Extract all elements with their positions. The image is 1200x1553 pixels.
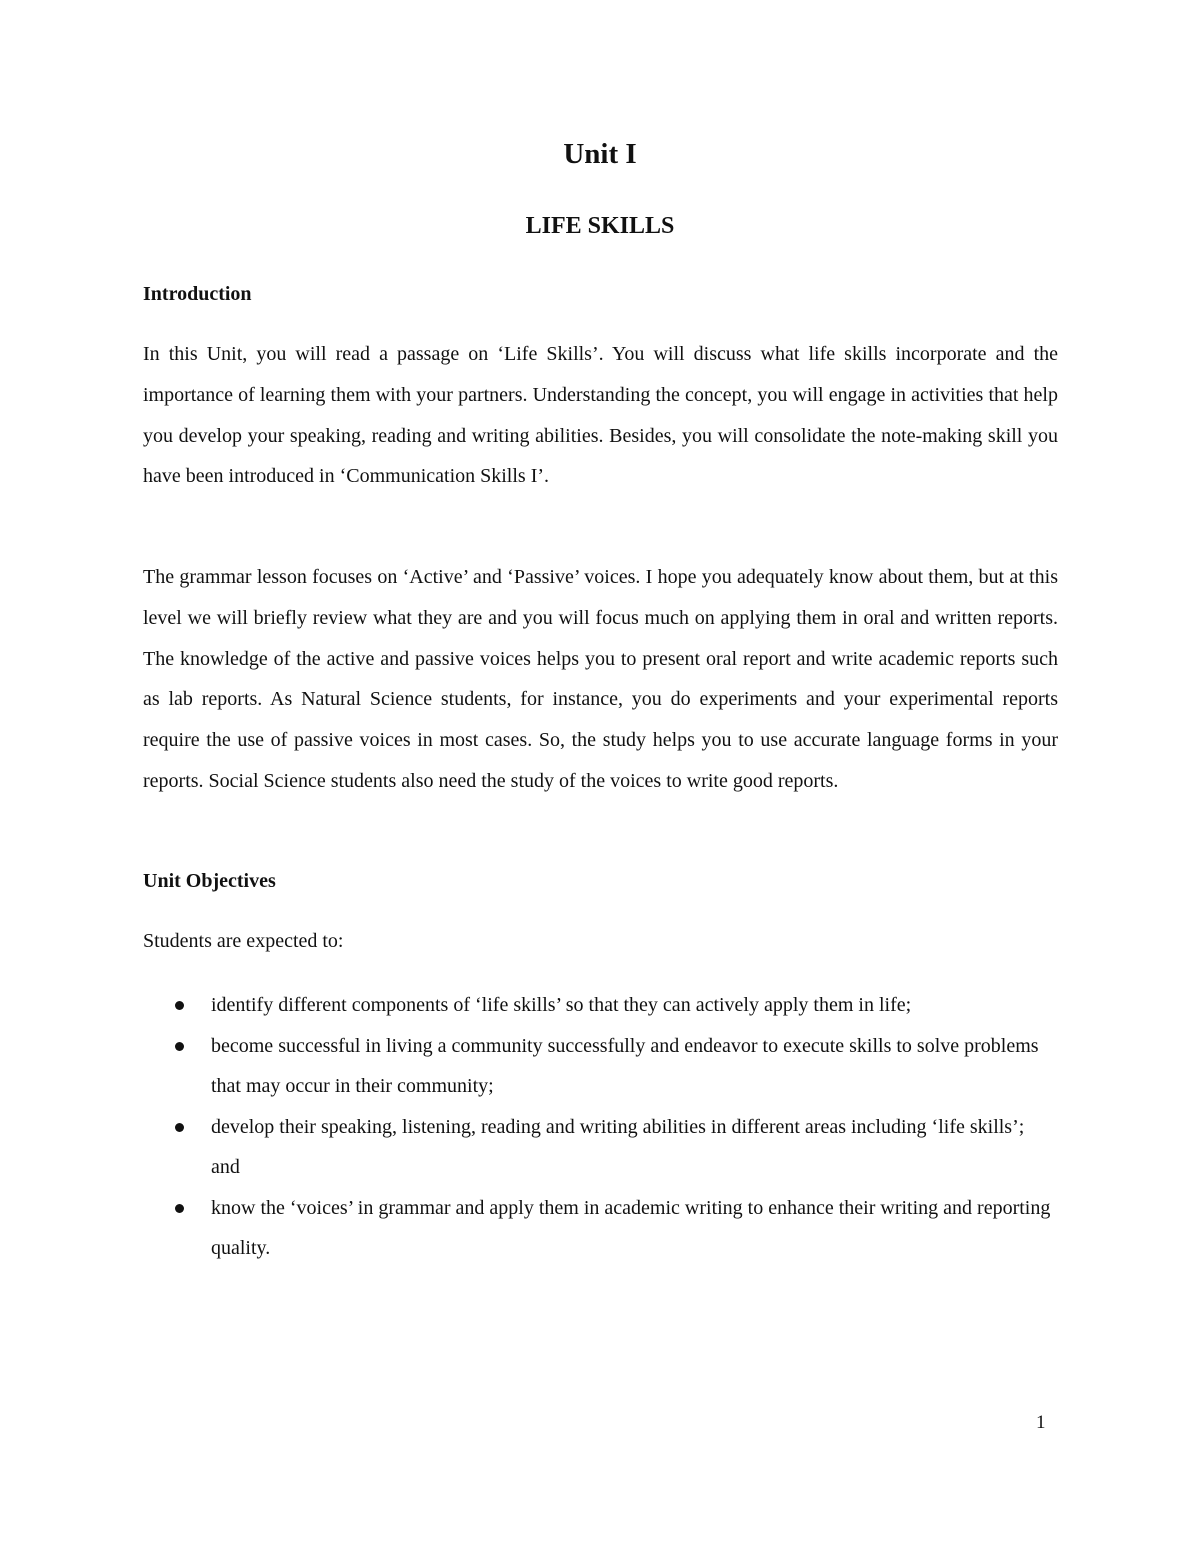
objective-item: [143, 1107, 1058, 1188]
page-number: 1: [1036, 1412, 1046, 1433]
objectives-list: [143, 985, 1058, 1269]
objective-text: become successful in living a community successfully and endeavor to execute skills to solve problems that may occur in their community;: [211, 1034, 1039, 1097]
objectives-heading: Unit Objectives: [143, 870, 276, 892]
bullet-icon: [175, 1042, 184, 1051]
unit-subtitle: LIFE SKILLS: [525, 213, 675, 239]
introduction-paragraph-2: The grammar lesson focuses on ‘Active’ and ‘Passive’ voices. I hope you adequately know about them, but at this level we will briefly review what they are and you will focus much on applying them in oral and written reports. The knowledge of the active and passive voices helps you to present oral report and write academic reports such as lab reports. As Natural Science students, for instance, you do experiments and your experimental reports require the use of passive voices in most cases. So, the study helps you to use accurate language forms in your reports. Social Science students also need the study of the voices to write good reports.: [143, 566, 1058, 792]
objective-item: [143, 985, 1058, 1026]
objective-text: identify different components of ‘life skills’ so that they can actively apply them in life;: [211, 994, 912, 1016]
objective-item: [143, 1188, 1058, 1269]
bullet-icon: [175, 1123, 184, 1132]
bullet-icon: [175, 1001, 184, 1010]
introduction-paragraph-1: In this Unit, you will read a passage on ‘Life Skills’. You will discuss what life skills incorporate and the importance of learning them with your partners. Understanding the concept, you will engage in activities that help you develop your speaking, reading and writing abilities. Besides, you will consolidate the note-making skill you have been introduced in ‘Communication Skills I’.: [143, 343, 1058, 488]
objectives-lead: Students are expected to:: [143, 930, 344, 952]
objective-item: [143, 1026, 1058, 1107]
objective-text: develop their speaking, listening, reading and writing abilities in different areas including ‘life skills’; and: [211, 1115, 1025, 1178]
bullet-icon: [175, 1204, 184, 1213]
unit-title: Unit I: [563, 138, 637, 170]
introduction-heading: Introduction: [143, 283, 252, 305]
objective-text: know the ‘voices’ in grammar and apply them in academic writing to enhance their writing and reporting quality.: [211, 1196, 1051, 1259]
